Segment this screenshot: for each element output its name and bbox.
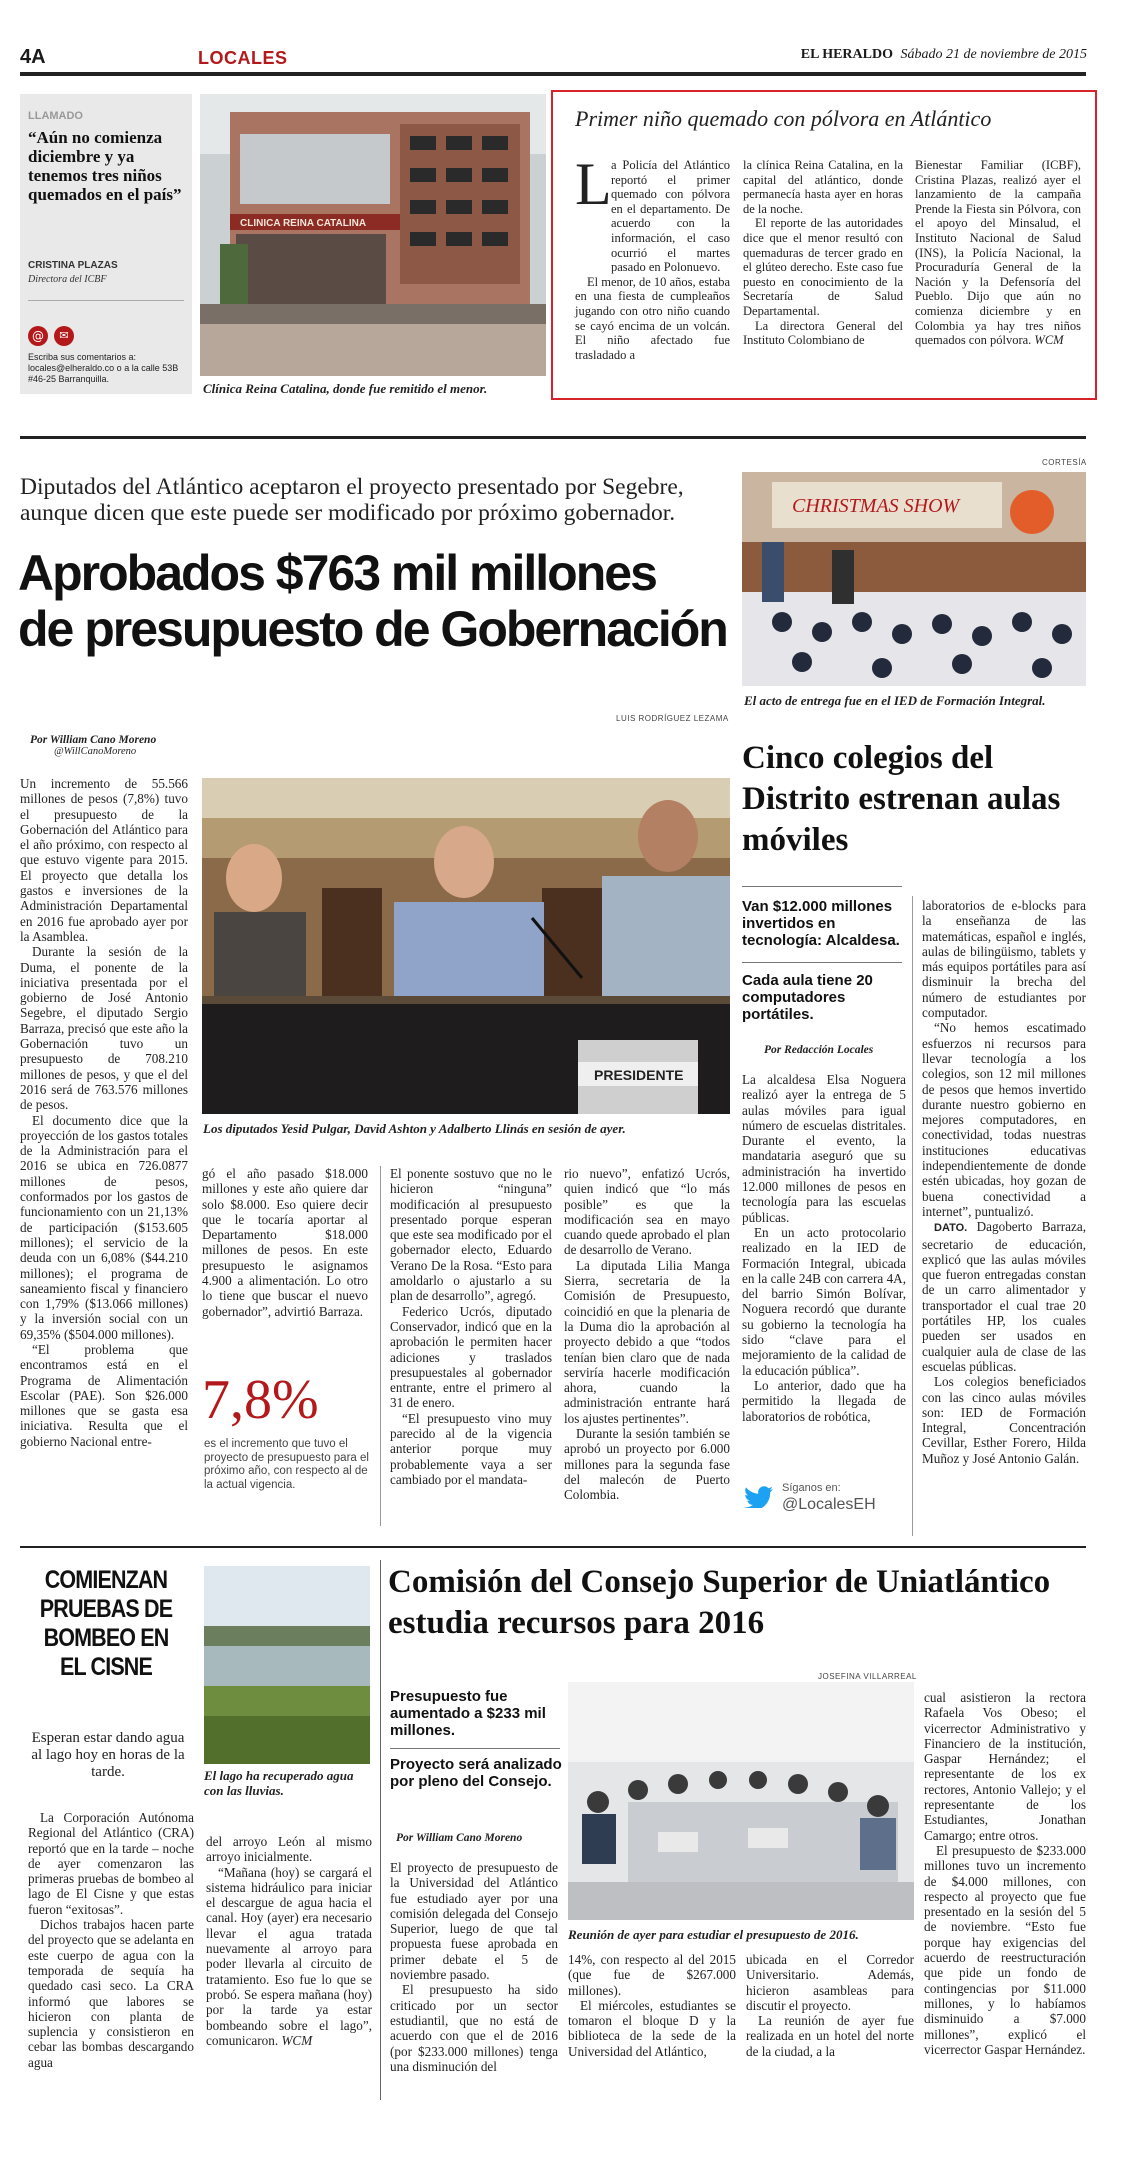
budget-col1-p3: El documento dice que la proyección de los gastos totales de la Administración para el 2016 se ubica en 726.0877 millones de pesos, conformados por los gastos de funcionamiento con un 21,13% de participación ($153.605 millones); el servicio de la deuda con un 6,08% ($44.210 millones); el programa de saneamiento fiscal y financiero con 1,79% ($13.066 millones) y la inversión social con un 69,35% ($504.000 millones). <box>20 1112 188 1342</box>
burn-col2-p1: la clínica Reina Catalina, en la capital del atlántico, donde permanecía hasta ayer en horas de la noche. <box>743 158 903 216</box>
deputies-image <box>202 778 730 1114</box>
burn-col3-text: Bienestar Familiar (ICBF), Cristina Plazas, realizó ayer el lanzamiento de la campaña Prende la Fiesta sin Pólvora, con el apoyo del Minsalud, el Instituto Nacional de Salud (INS), la Policía Nacional, la Procuraduría General de la Nación y la Defensoría del Pueblo. Dijo que aún no comienza diciembre y en Colombia ya hay tres niños quemados con pólvora. <box>915 158 1081 348</box>
schools-col2-p4: Los colegios beneficiados con las cinco aulas móviles son: IED de Formación Integral, Concentración Cevillar, Esther Forero, Hilda Muñoz y José Antonio Galán. <box>922 1374 1086 1466</box>
llamado-name: CRISTINA PLAZAS <box>28 260 118 271</box>
pumping-col2-p2: “Mañana (hoy) se cargará el sistema hidráulico para iniciar el descargue de agua hacia el canal. Hoy (ayer) era necesario llevar el agua tratada nuevamente al arroyo para poder llevarla al circuito de tratamiento. Eso fue lo que se probó. Se espera mañana (hoy) por la tarde ya estar bombeando sobre el lago”, comunicaron. <box>206 1864 372 2048</box>
schools-col2-p1: laboratorios de e-blocks para la enseñanza de las matemáticas, español e inglés, aulas de bilingüismo, tablets y más equipos portátiles para así disminuir la brecha del número de estudiantes por computador. <box>922 898 1086 1021</box>
burn-signature: WCM <box>1034 333 1064 348</box>
budget-col3-p1: El ponente sostuvo que no le hicieron “ninguna” modificación al presupuesto presentado porque esperan que este sea modificado por el gobernador electo, Eduardo Verano De la Rosa. “Esto para amoldarlo o ajustarlo a su plan de desarrollo”, agregó. <box>390 1166 552 1304</box>
schools-col2-p2: “No hemos escatimado esfuerzos ni recursos para llevar tecnología a los colegios, son 12 mil millones de pesos que hemos invertido durante nuestro gobierno en mejores computadores, en conectividad, todas nuestras instituciones educativas independientemente de donde estén ubicadas, hoy gozan de buena conectividad a internet”, puntualizó. <box>922 1020 1086 1219</box>
schools-headline: Cinco colegios del Distrito estrenan aulas móviles <box>742 740 1061 858</box>
burn-story-col1 <box>575 151 730 362</box>
burn-col2-p3: La directora General del Instituto Colombiano de <box>743 318 903 348</box>
schools-rule <box>742 886 902 887</box>
budget-col1-p1: Un incremento de 55.566 millones de pesos (7,8%) tuvo el presupuesto de la Gobernación del Atlántico para el año próximo, con respecto al que estuvo vigente para 2015. El proyecto que detalla los gastos e inversiones de la Administración Departamental en 2016 fue aprobado ayer por la Asamblea. <box>20 776 188 944</box>
uni-col3-p1: ubicada en el Corredor Universitario. Además, hicieron asambleas para discutir el proyecto. <box>746 1952 914 2013</box>
header-rule <box>20 72 1086 76</box>
uni-headline: Comisión del Consejo Superior de Uniatlántico estudia recursos para 2016 <box>388 1564 1051 1641</box>
twitter-icon[interactable] <box>744 1486 774 1508</box>
clinic-photo <box>200 94 546 376</box>
uni-col3 <box>746 1952 914 2059</box>
clinic-caption: Clínica Reina Catalina, donde fue remitido el menor. <box>203 381 488 396</box>
top-row-rule <box>20 436 1086 439</box>
twitter-handle[interactable]: @LocalesEH <box>782 1496 876 1513</box>
lake-image <box>204 1566 370 1764</box>
uni-col2-p2: El miércoles, estudiantes se tomaron el bloque D y la biblioteca de la sede de la Universidad del Atlántico, <box>568 1997 736 2059</box>
schools-col2 <box>922 898 1086 1466</box>
uni-col4 <box>924 1690 1086 2057</box>
pumping-col1-p1: La Corporación Autónoma Regional del Atlántico (CRA) reportó que en la tarde – noche de ayer comenzaron las primeras pruebas de bombeo al lago de El Cisne y que estas fueron “exitosas”. <box>28 1810 194 1917</box>
budget-col3-p3: “El presupuesto vino muy parecido al de la vigencia anterior porque muy probablemente vaya a ser cambiado por el mandata- <box>390 1410 552 1487</box>
lake-caption: El lago ha recuperado agua con las lluvias. <box>204 1768 354 1798</box>
budget-col4 <box>564 1166 730 1503</box>
page-number: 4A <box>20 46 46 68</box>
burn-col2-p2: El reporte de las autoridades dice que el menor resultó con quemaduras de tercer grado en el glúteo derecho. Este caso fue puesto en conocimiento de la Secretaría de Salud Departamental. <box>743 216 903 318</box>
section-name: LOCALES <box>198 48 288 68</box>
budget-kicker: Diputados del Atlántico aceptaron el proyecto presentado por Segebre, aunque dicen que este puede ser modificado por próximo gobernador. <box>20 474 684 526</box>
lake-photo <box>204 1566 370 1764</box>
burn-col1-p1: a Policía del Atlántico reportó el primer quemado con pólvora en el departamento. De acuerdo con la información, el caso ocurrió el martes pasado en Polonuevo. <box>611 158 730 275</box>
budget-headline-line1: Aprobados $763 mil millones <box>18 545 656 601</box>
llamado-box <box>20 94 192 394</box>
budget-col2-p1: gó el año pasado $18.000 millones y este año quiere dar solo $8.000. Eso quiere decir que le tocaría aportar al Departamento $18.000 millones de pesos. En este presupuesto le asignamos 4.900 a alimentación. Lo otro lo tiene que buscar el nuevo gobernador”, advirtió Barraza. <box>202 1166 368 1319</box>
schools-col1 <box>742 1072 906 1424</box>
dropcap: L <box>575 151 612 217</box>
christmas-credit: CORTESÍA <box>1042 458 1087 467</box>
schools-col1-p2: En un acto protocolario realizado en la IED de Formación Integral, ubicada en la calle 24B con carrera 4A, del barrio Simón Bolívar, Noguera recordó que durante su gobierno la tecnología ha sido “clave para el mejoramiento de la calidad de la educación pública”. <box>742 1224 906 1378</box>
pumping-col2 <box>206 1834 372 2048</box>
budget-col4-p3: Durante la sesión también se aprobó un proyecto por 6.000 millones para la segunda fase del malecón de Puerto Colombia. <box>564 1426 730 1503</box>
llamado-contact: Escriba sus comentarios a: locales@elheraldo.co o a la calle 53B #46-25 Barranquilla. <box>28 352 179 384</box>
schools-deck2: Cada aula tiene 20 computadores portátiles. <box>742 972 873 1023</box>
llamado-divider <box>28 300 184 301</box>
uni-col3-p2: La reunión de ayer fue realizada en un hotel del norte de la ciudad, a la <box>746 2013 914 2059</box>
llamado-label: LLAMADO <box>28 110 83 122</box>
schools-byline: Por Redacción Locales <box>764 1044 874 1056</box>
christmas-photo <box>742 472 1086 686</box>
budget-col4-p1: rio nuevo”, enfatizó Ucrós, quien indicó que “lo más posible” es que la modificación sea en mayo cuando quede aprobado el plan de desarrollo de Verano. <box>564 1166 730 1258</box>
budget-photo-credit: LUIS RODRÍGUEZ LEZAMA <box>616 714 729 723</box>
christmas-caption: El acto de entrega fue en el IED de Formación Integral. <box>744 693 1046 708</box>
uni-rule <box>390 1748 560 1749</box>
budget-byline <box>30 734 156 757</box>
pumping-col2-p1: del arroyo León al mismo arroyo inicialmente. <box>206 1834 372 1865</box>
pumping-deck: Esperan estar dando agua al lago hoy en horas de la tarde. <box>31 1730 185 1780</box>
budget-col3-p2: Federico Ucrós, diputado Conservador, indicó que en la aprobación le permiten hacer adiciones y traslados presupuestales al gobernador entrante, entre el primero al 31 de enero. <box>390 1303 552 1411</box>
uni-col1-p1: El proyecto de presupuesto de la Universidad del Atlántico fue estudiado ayer por una comisión delegada del Consejo Superior, luego de que tal propuesta fuese aprobada en primer debate el 5 de noviembre pasado. <box>390 1860 558 1983</box>
uni-col4-p1: cual asistieron la rectora Rafaela Vos Obeso; el vicerrector Administrativo y Financiero de la institución, Gaspar Hernández; el representante de los ex rectores, Antonio Vallejo; y el representante de los Estudiantes, Jonathan Camargo; entre otros. <box>924 1690 1086 1843</box>
budget-col-divider <box>380 1166 381 1526</box>
schools-col1-p1: La alcaldesa Elsa Noguera realizó ayer la entrega de 5 aulas móviles para igual número de escuelas distritales. Durante el evento, la mandataria aseguró que su administración ha invertido 12.000 millones de pesos en tecnología para las escuelas públicas. <box>742 1072 906 1225</box>
budget-col1-p2: Durante la sesión de la Duma, el ponente de la iniciativa presentada por el gobierno de José Antonio Segebre, el diputado Sergio Barraza, precisó que este año la Gobernación tuvo un presupuesto de 708.210 millones de pesos, y que el del 2016 será de 763.576 millones de pesos. <box>20 944 188 1113</box>
burn-story-col2 <box>743 158 903 348</box>
christmas-banner: CHRISTMAS SHOW <box>792 495 960 517</box>
christmas-show-image <box>742 472 1086 686</box>
burn-story-col3 <box>915 158 1081 348</box>
mail-icon[interactable]: ✉ <box>54 326 74 346</box>
uni-meeting-image <box>568 1682 914 1920</box>
uni-byline: Por William Cano Moreno <box>396 1832 523 1844</box>
uni-col2-p1: 14%, con respecto al del 2015 (que fue de $267.000 millones). <box>568 1952 736 1998</box>
bottom-divider <box>380 1560 381 2100</box>
twitter-follow[interactable] <box>744 1480 904 1524</box>
budget-col2 <box>202 1166 368 1319</box>
budget-col1 <box>20 776 188 1449</box>
burn-story-box <box>551 90 1097 400</box>
budget-headline-line2: de presupuesto de Gobernación <box>18 601 727 657</box>
issue-date: Sábado 21 de noviembre de 2015 <box>900 47 1087 62</box>
uni-col4-p2: El presupuesto de $233.000 millones tuvo un incremento de $4.000 millones, con respecto al proyecto que fue presentado en la sesión del 5 de noviembre. “Esto fue porque hay exigencias del acuerdo de reestructuración que pide un fondo de contingencias por $11.000 millones, y lo habíamos disminuido a $7.000 millones”, explicó el vicerrector Gaspar Hernández. <box>924 1842 1086 2057</box>
schools-col1-p3: Lo anterior, dado que ha permitido la llegada de laboratorios de robótica, <box>742 1377 906 1424</box>
uni-col1-p2: El presupuesto ha sido criticado por un sector estudiantil, que no está de acuerdo con que el de 2016 (por $233.000 millones) tenga una disminución del <box>390 1982 558 2074</box>
pumping-signature: WCM <box>281 2032 313 2048</box>
budget-stat-text: es el incremento que tuvo el proyecto de presupuesto para el próximo año, con respecto al de la actual vigencia. <box>204 1438 369 1491</box>
uni-col2 <box>568 1952 736 2059</box>
deputies-photo <box>202 778 730 1114</box>
middle-row-rule <box>20 1546 1086 1548</box>
budget-col3 <box>390 1166 552 1487</box>
email-icon[interactable]: @ <box>28 326 48 346</box>
paper-name: EL HERALDO <box>800 47 893 62</box>
clinic-building-image <box>200 94 546 376</box>
schools-col-divider <box>912 896 913 1536</box>
pumping-headline: COMIENZAN PRUEBAS DE BOMBEO EN EL CISNE <box>39 1566 173 1681</box>
burn-col1-p2: El menor, de 10 años, estaba en una fiesta de cumpleaños jugando con otro niño cuando se cayó encima de un volcán. El niño afectado fue trasladado a <box>575 274 730 362</box>
dato-label: DATO. <box>934 1222 968 1235</box>
uni-caption: Reunión de ayer para estudiar el presupuesto de 2016. <box>568 1927 859 1942</box>
uni-photo-credit: JOSEFINA VILLARREAL <box>818 1672 917 1681</box>
masthead-line <box>801 47 1087 63</box>
budget-headline <box>18 545 738 657</box>
schools-col2-p3: Dagoberto Barraza, secretario de educación, explicó que las aulas móviles que fueron entregadas constan de un carro alimentador y transportador el cual trae 20 portátiles HP, los cuales pueden ser usados en cualquier aula de clase de las escuelas públicas. <box>922 1219 1087 1374</box>
president-nameplate: PRESIDENTE <box>594 1067 684 1083</box>
budget-handle: @WillCanoMoreno <box>54 746 137 757</box>
clinic-sign: CLINICA REINA CATALINA <box>240 218 367 229</box>
schools-rule-2 <box>742 962 902 963</box>
twitter-label: Síganos en: <box>782 1482 841 1494</box>
llamado-quote: “Aún no comienza diciembre y ya tenemos tres niños quemados en el país” <box>28 128 182 204</box>
llamado-role: Directora del ICBF <box>28 274 107 285</box>
uni-deck1: Presupuesto fue aumentado a $233 mil millones. <box>390 1688 546 1739</box>
budget-col1-p4: “El problema que encontramos está en el Programa de Alimentación Escolar (PAE). Son $26.000 millones que se gasta esa iniciativa. Resulta que el gobierno Nacional entre- <box>20 1341 188 1449</box>
schools-deck1: Van $12.000 millones invertidos en tecnología: Alcaldesa. <box>742 898 900 949</box>
budget-stat: 7,8% <box>202 1369 319 1431</box>
uni-photo <box>568 1682 914 1920</box>
burn-story-title: Primer niño quemado con pólvora en Atlántico <box>575 106 992 131</box>
pumping-col1-p2: Dichos trabajos hacen parte del proyecto que se adelanta en este cuerpo de agua con la temporada de sequía ha quedado casi seco. La CRA informó que labores se hicieron con planta de suplencia y consistieron en cebar las bombas descargando agua <box>28 1917 194 2070</box>
budget-author: Por William Cano Moreno <box>30 734 157 746</box>
budget-col4-p2: La diputada Lilia Manga Sierra, secretaria de la Comisión de Presupuesto, coincidió en que la plenaria de la Duma dio la aprobación al proyecto debido a que “todos tenían bien claro que de nada serviría hacerle modificación ahora, cuando la administración entrante hará los ajustes pertinentes”. <box>564 1257 730 1426</box>
uni-deck2: Proyecto será analizado por pleno del Consejo. <box>390 1756 562 1790</box>
deputies-caption: Los diputados Yesid Pulgar, David Ashton y Adalberto Llinás en sesión de ayer. <box>203 1121 626 1136</box>
uni-col1 <box>390 1860 558 2074</box>
pumping-col1 <box>28 1810 194 2070</box>
